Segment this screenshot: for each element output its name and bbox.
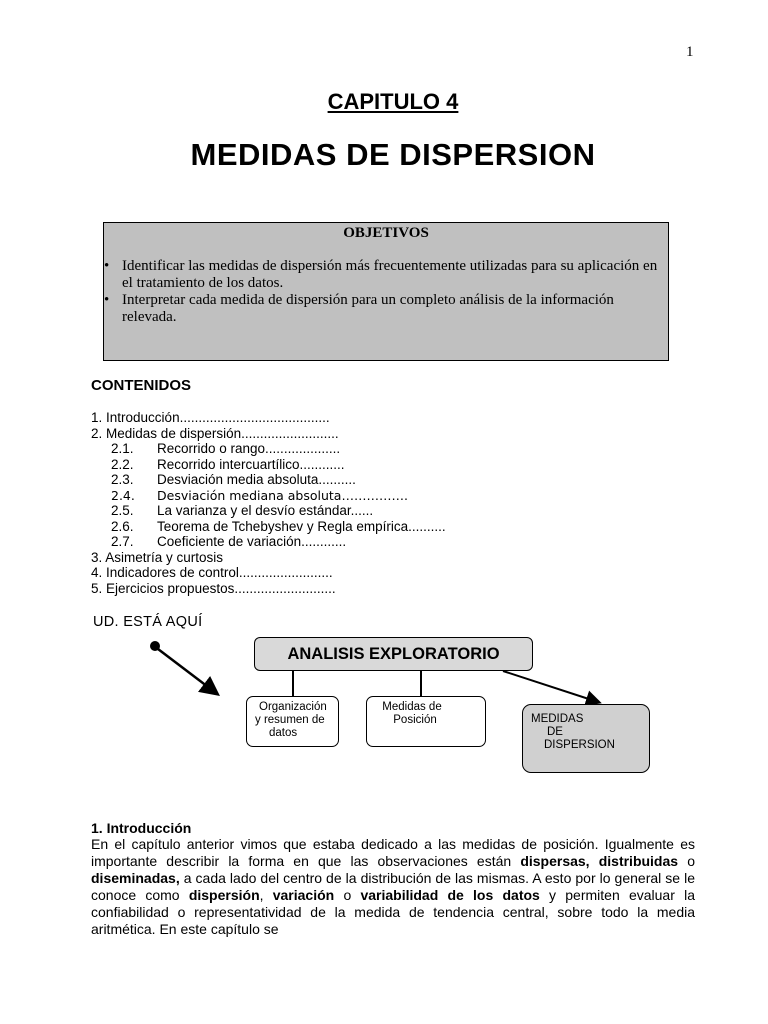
toc-text: Teorema de Tchebyshev y Regla empírica..........	[157, 518, 446, 534]
node-line: DISPERSION	[544, 739, 615, 751]
toc-text: Recorrido o rango....................	[157, 441, 341, 456]
pointer-arrow	[158, 649, 216, 693]
node-line: MEDIDAS	[531, 713, 584, 725]
chapter-heading: CAPITULO 4	[327, 89, 459, 114]
toc-text: La varianza y el desvío estándar......	[157, 503, 374, 518]
toc-number: 2.6.	[111, 518, 134, 534]
bullet-icon: •	[104, 258, 110, 274]
toc-number: 2.4.	[111, 487, 135, 503]
organizacion-node	[246, 696, 339, 747]
intro-paragraph	[91, 836, 695, 938]
text-run: a cada lado del centro de la distribución de las mismas. A esto por lo general se le conoce como	[91, 870, 695, 903]
bold-text: dispersas, distribuidas	[520, 853, 679, 869]
text-run: o	[678, 853, 695, 869]
toc-text: Recorrido intercuartílico............	[157, 456, 345, 472]
text-run: ,	[259, 887, 273, 903]
text-run: y permiten evaluar la confiabilidad o representatividad de la medida de tendencia central, sobre todo la media aritmética. En este capítulo se	[91, 887, 695, 937]
toc-number: 2.3.	[111, 472, 134, 487]
section-heading: 1. Introducción	[91, 820, 192, 836]
analisis-exploratorio-node: ANALISIS EXPLORATORIO	[254, 637, 533, 671]
toc-text: Coeficiente de variación............	[157, 534, 347, 549]
toc-text: Ejercicios propuestos...........................	[106, 580, 336, 596]
connector-disp	[503, 671, 598, 702]
toc-number: 2.5.	[111, 503, 134, 518]
bold-text: variabilidad de los datos	[360, 887, 540, 903]
toc-text: Asimetría y curtosis	[105, 549, 224, 565]
toc-number: 1.	[91, 410, 103, 425]
toc-number: 5.	[91, 580, 103, 596]
bold-text: dispersión	[188, 887, 260, 903]
node-line: DE	[547, 726, 563, 738]
toc-text: Desviación mediana absoluta…………….	[157, 487, 408, 503]
objectives-heading: OBJETIVOS	[343, 225, 429, 241]
bullet-icon: •	[104, 292, 110, 308]
node-line: datos	[269, 727, 298, 739]
contents-heading: CONTENIDOS	[91, 377, 192, 394]
toc-text: Indicadores de control.........................	[106, 565, 333, 580]
page-title: MEDIDAS DE DISPERSION	[190, 137, 596, 172]
bold-text: diseminadas,	[91, 870, 180, 886]
bold-text: variación	[272, 887, 335, 903]
node-line: Organización	[259, 701, 327, 713]
toc-number: 2.1.	[111, 441, 134, 456]
toc-text: Medidas de dispersión..........................	[106, 425, 339, 441]
toc-number: 4.	[91, 565, 103, 580]
medidas-posicion-node	[366, 696, 486, 747]
node-line: Posición	[393, 714, 437, 726]
text-run: En el capítulo anterior vimos que estaba dedicado a las medidas de posición. Igualmente es importante describir la forma en que las observaciones están	[91, 836, 695, 869]
text-run: o	[334, 887, 361, 903]
toc-number: 2.7.	[111, 534, 134, 549]
node-line: y resumen de	[255, 714, 325, 726]
objective-text: Identificar las medidas de dispersión más frecuentemente utilizadas para su aplicación en el tratamiento de los datos.	[122, 258, 658, 291]
toc-number: 2.	[91, 425, 103, 441]
node-line: Medidas de	[382, 701, 442, 713]
toc-number: 3.	[91, 549, 103, 565]
toc-number: 2.2.	[111, 456, 134, 472]
toc-text: Introducción........................................	[106, 410, 330, 425]
toc-text: Desviación media absoluta..........	[157, 472, 356, 487]
you-are-here-label: UD. ESTÁ AQUÍ	[93, 614, 203, 630]
medidas-dispersion-node	[522, 704, 650, 773]
objective-text: Interpretar cada medida de dispersión para un completo análisis de la información relevada.	[122, 292, 614, 325]
page-number: 1	[686, 44, 694, 60]
